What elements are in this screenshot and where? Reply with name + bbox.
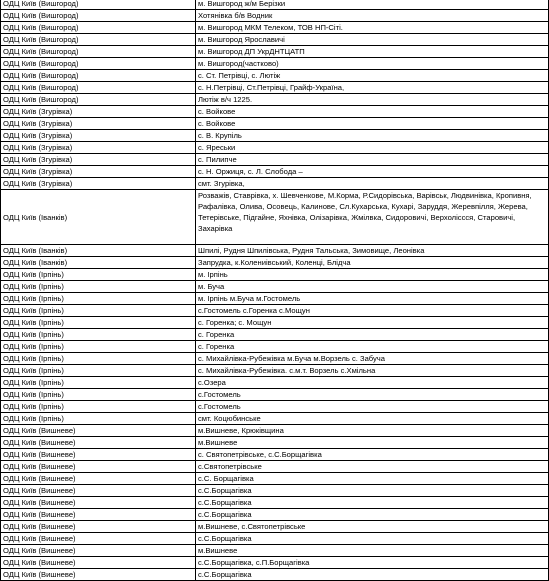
settlement-cell: с.Гостомель bbox=[196, 389, 549, 401]
settlement-cell: с. Михайлівка-Рубежівка. с.м.т. Ворзель с.Хмільна bbox=[196, 365, 549, 377]
table-row bbox=[1, 142, 549, 154]
dispatch-center-cell: ОДЦ Київ (Вишгород) bbox=[1, 34, 196, 46]
table-row bbox=[1, 305, 549, 317]
settlement-cell: с.С.Борщагівка bbox=[196, 497, 549, 509]
settlement-cell: с. Н.Петрівці, Ст.Петрівці, Грайф-Україна, bbox=[196, 82, 549, 94]
dispatch-center-cell: ОДЦ Київ (Згурівка) bbox=[1, 178, 196, 190]
dispatch-center-cell: ОДЦ Київ (Ірпінь) bbox=[1, 377, 196, 389]
settlement-cell: м. Вишгород Ярославичі bbox=[196, 34, 549, 46]
settlement-cell: с. Михайлівка-Рубежівка м.Буча м.Ворзель с. Забуча bbox=[196, 353, 549, 365]
settlement-cell: с.С.Борщагівка, с.П.Борщагівка bbox=[196, 557, 549, 569]
settlement-cell: с.С.Борщагівка bbox=[196, 533, 549, 545]
table-row bbox=[1, 533, 549, 545]
dispatch-center-cell: ОДЦ Київ (Ірпінь) bbox=[1, 281, 196, 293]
table-row bbox=[1, 437, 549, 449]
table-row bbox=[1, 317, 549, 329]
table-row bbox=[1, 269, 549, 281]
settlement-cell: с. Горенка bbox=[196, 341, 549, 353]
dispatch-center-cell: ОДЦ Київ (Вишгород) bbox=[1, 82, 196, 94]
dispatch-center-cell: ОДЦ Київ (Ірпінь) bbox=[1, 365, 196, 377]
dispatch-center-cell: ОДЦ Київ (Згурівка) bbox=[1, 106, 196, 118]
settlement-cell: м.Вишневе bbox=[196, 437, 549, 449]
settlement-cell: смт. Згурівка, bbox=[196, 178, 549, 190]
settlement-cell: с.Озера bbox=[196, 377, 549, 389]
table-row bbox=[1, 10, 549, 22]
settlement-cell: с. Святопетрівське, с.С.Борщагівка bbox=[196, 449, 549, 461]
dispatch-center-cell: ОДЦ Київ (Ірпінь) bbox=[1, 269, 196, 281]
table-row bbox=[1, 154, 549, 166]
table-row bbox=[1, 46, 549, 58]
dispatch-center-cell: ОДЦ Київ (Ірпінь) bbox=[1, 317, 196, 329]
settlement-cell: Шпилі, Рудня Шпилівська, Рудня Тальська, Зимовище, Леонівка bbox=[196, 245, 549, 257]
table-row bbox=[1, 461, 549, 473]
settlement-cell: с. Горенка; с. Мощун bbox=[196, 317, 549, 329]
settlement-cell: смт. Коцюбинське bbox=[196, 413, 549, 425]
dispatch-center-cell: ОДЦ Київ (Вишневе) bbox=[1, 509, 196, 521]
table-row bbox=[1, 190, 549, 245]
table-row bbox=[1, 365, 549, 377]
table-row bbox=[1, 257, 549, 269]
settlement-cell: м.Вишневе bbox=[196, 545, 549, 557]
settlement-cell: м. Вишгород ДП УкрДНТЦАТП bbox=[196, 46, 549, 58]
settlement-cell: Запрудка, к.Колениівський, Коленці, Блідча bbox=[196, 257, 549, 269]
table-row bbox=[1, 389, 549, 401]
table-row bbox=[1, 58, 549, 70]
table-row bbox=[1, 401, 549, 413]
dispatch-center-cell: ОДЦ Київ (Вишгород) bbox=[1, 58, 196, 70]
settlement-cell: м.Вишневе, Крюківщина bbox=[196, 425, 549, 437]
table-row bbox=[1, 413, 549, 425]
settlement-cell: с. Н. Оржиця, с. Л. Слобода – bbox=[196, 166, 549, 178]
table-row bbox=[1, 34, 549, 46]
dispatch-center-cell: ОДЦ Київ (Вишневе) bbox=[1, 473, 196, 485]
table-row bbox=[1, 178, 549, 190]
table-row bbox=[1, 341, 549, 353]
dispatch-center-cell: ОДЦ Київ (Іванків) bbox=[1, 190, 196, 245]
dispatch-center-cell: ОДЦ Київ (Вишгород) bbox=[1, 94, 196, 106]
dispatch-center-cell: ОДЦ Київ (Ірпінь) bbox=[1, 329, 196, 341]
dispatch-center-cell: ОДЦ Київ (Ірпінь) bbox=[1, 389, 196, 401]
table-row bbox=[1, 557, 549, 569]
table-row bbox=[1, 569, 549, 581]
dispatch-center-cell: ОДЦ Київ (Вишневе) bbox=[1, 497, 196, 509]
table-row bbox=[1, 118, 549, 130]
table-row bbox=[1, 0, 549, 10]
table-row bbox=[1, 473, 549, 485]
table-row bbox=[1, 22, 549, 34]
settlement-cell: м. Буча bbox=[196, 281, 549, 293]
dispatch-center-cell: ОДЦ Київ (Згурівка) bbox=[1, 154, 196, 166]
dispatch-center-cell: ОДЦ Київ (Вишневе) bbox=[1, 557, 196, 569]
table-row bbox=[1, 94, 549, 106]
settlement-cell: м. Вишгород МКМ Телеком, ТОВ НП-Сіті. bbox=[196, 22, 549, 34]
settlement-cell: с. Яреськи bbox=[196, 142, 549, 154]
settlement-cell: с. Ст. Петрівці, с. Лютіж bbox=[196, 70, 549, 82]
table-row bbox=[1, 425, 549, 437]
settlement-cell: с.Гостомель bbox=[196, 401, 549, 413]
dispatch-center-cell: ОДЦ Київ (Іванків) bbox=[1, 245, 196, 257]
table-row bbox=[1, 166, 549, 178]
dispatch-center-cell: ОДЦ Київ (Вишневе) bbox=[1, 533, 196, 545]
dispatch-center-cell: ОДЦ Київ (Вишневе) bbox=[1, 425, 196, 437]
table-row bbox=[1, 449, 549, 461]
settlement-cell: с.С. Борщагівка bbox=[196, 473, 549, 485]
dispatch-center-cell: ОДЦ Київ (Іванків) bbox=[1, 257, 196, 269]
settlement-cell: с.С.Борщагівка bbox=[196, 569, 549, 581]
dispatch-center-cell: ОДЦ Київ (Ірпінь) bbox=[1, 401, 196, 413]
table-row bbox=[1, 106, 549, 118]
table-row bbox=[1, 497, 549, 509]
dispatch-center-cell: ОДЦ Київ (Вишневе) bbox=[1, 521, 196, 533]
table-row bbox=[1, 509, 549, 521]
dispatch-center-cell: ОДЦ Київ (Вишгород) bbox=[1, 10, 196, 22]
table-row bbox=[1, 377, 549, 389]
settlement-cell: Лютіж в/ч 1225. bbox=[196, 94, 549, 106]
table-row bbox=[1, 245, 549, 257]
settlement-cell: м. Вишгород ж/м Берізки bbox=[196, 0, 549, 10]
dispatch-center-cell: ОДЦ Київ (Ірпінь) bbox=[1, 341, 196, 353]
settlement-cell: с. Войкове bbox=[196, 106, 549, 118]
dispatch-center-cell: ОДЦ Київ (Вишгород) bbox=[1, 22, 196, 34]
settlement-cell: м. Вишгород(частково) bbox=[196, 58, 549, 70]
settlement-cell: Розважів, Ставрівка, х. Шевченкове, М.Корма, Р.Сидорівська, Варівськ, Людвинівка, Кропивня, Рафалівка, Олива, Осовець, Калинове, Сл.Кухарська, Кухарі, Заруддя, Жеревпілля, Жерева, Тетерівське, Підгайне, Яхнівка, Олізарівка, Жмілвка, Сидоровичі, Верхоліссся, Старовичі, Захарівка bbox=[196, 190, 549, 245]
dispatch-center-cell: ОДЦ Київ (Вишневе) bbox=[1, 569, 196, 581]
settlement-cell: с.Гостомель с.Горенка с.Мощун bbox=[196, 305, 549, 317]
settlement-cell: с. Войкове bbox=[196, 118, 549, 130]
settlement-cell: м. Ірпінь bbox=[196, 269, 549, 281]
dispatch-center-cell: ОДЦ Київ (Згурівка) bbox=[1, 142, 196, 154]
settlement-cell: с. Горенка bbox=[196, 329, 549, 341]
table-row bbox=[1, 329, 549, 341]
settlement-cell: с. В. Крупіль bbox=[196, 130, 549, 142]
table-row bbox=[1, 353, 549, 365]
dispatch-center-cell: ОДЦ Київ (Ірпінь) bbox=[1, 293, 196, 305]
dispatch-center-cell: ОДЦ Київ (Вишневе) bbox=[1, 437, 196, 449]
table-row bbox=[1, 130, 549, 142]
dispatch-center-cell: ОДЦ Київ (Ірпінь) bbox=[1, 305, 196, 317]
table-body bbox=[1, 0, 549, 581]
table-row bbox=[1, 293, 549, 305]
table-row bbox=[1, 281, 549, 293]
settlement-cell: Хотянівка б/в Водник bbox=[196, 10, 549, 22]
settlement-cell: с.С.Борщагівка bbox=[196, 485, 549, 497]
dispatch-center-cell: ОДЦ Київ (Вишневе) bbox=[1, 461, 196, 473]
dispatch-center-cell: ОДЦ Київ (Вишневе) bbox=[1, 485, 196, 497]
table-row bbox=[1, 521, 549, 533]
table-row bbox=[1, 545, 549, 557]
dispatch-center-cell: ОДЦ Київ (Вишневе) bbox=[1, 449, 196, 461]
dispatch-center-cell: ОДЦ Київ (Вишгород) bbox=[1, 70, 196, 82]
settlement-cell: м. Ірпінь м.Буча м.Гостомель bbox=[196, 293, 549, 305]
dispatch-center-cell: ОДЦ Київ (Згурівка) bbox=[1, 166, 196, 178]
table-row bbox=[1, 82, 549, 94]
settlement-cell: с.С.Борщагівка bbox=[196, 509, 549, 521]
dispatch-center-cell: ОДЦ Київ (Вишгород) bbox=[1, 46, 196, 58]
dispatch-center-cell: ОДЦ Київ (Згурівка) bbox=[1, 130, 196, 142]
settlement-cell: м.Вишневе, с.Святопетрівське bbox=[196, 521, 549, 533]
settlement-cell: с. Пилипче bbox=[196, 154, 549, 166]
dispatch-center-cell: ОДЦ Київ (Ірпінь) bbox=[1, 413, 196, 425]
dispatch-center-cell: ОДЦ Київ (Згурівка) bbox=[1, 118, 196, 130]
dispatch-center-cell: ОДЦ Київ (Ірпінь) bbox=[1, 353, 196, 365]
table-row bbox=[1, 70, 549, 82]
dispatch-center-cell: ОДЦ Київ (Вишгород) bbox=[1, 0, 196, 10]
settlement-cell: с.Святопетрівське bbox=[196, 461, 549, 473]
dispatch-center-cell: ОДЦ Київ (Вишневе) bbox=[1, 545, 196, 557]
table-row bbox=[1, 485, 549, 497]
